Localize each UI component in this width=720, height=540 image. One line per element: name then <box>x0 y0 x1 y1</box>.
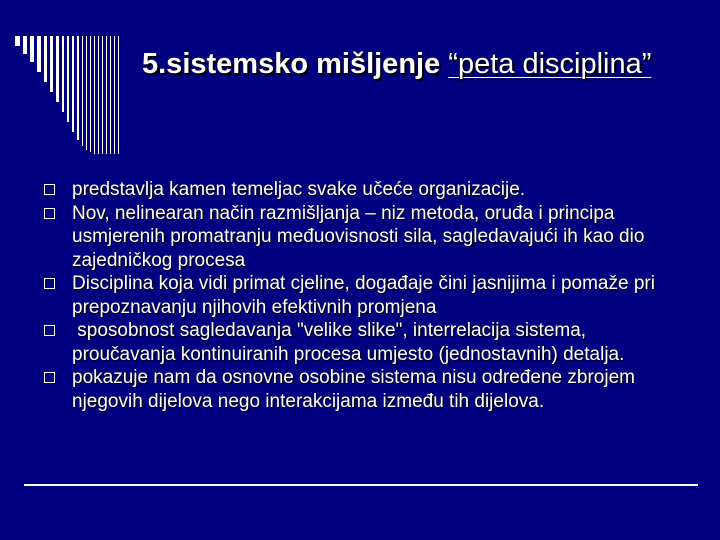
bullet-item <box>44 202 684 273</box>
slide-title <box>142 44 662 84</box>
vertical-stripes <box>15 36 119 154</box>
bullet-list <box>44 178 684 413</box>
checkbox-bullet-icon <box>44 184 55 195</box>
bullet-item <box>44 366 684 413</box>
checkbox-bullet-icon <box>44 208 55 219</box>
bullet-text: Disciplina koja vidi primat cjeline, događaje čini jasnijima i pomaže pri prepoznavanju njihovih efektivnih promjena <box>72 273 655 318</box>
bullet-item <box>44 272 684 319</box>
title-subtitle: “peta disciplina” <box>448 48 652 80</box>
bullet-text: Nov, nelinearan način razmišljanja – niz metoda, oruđa i principa usmjerenih promatranju međuovisnosti sila, sagledavajući ih kao dio zajedničkog procesa <box>72 202 645 271</box>
bullet-text: pokazuje nam da osnovne osobine sistema nisu određene zbrojem njegovih dijelova nego interakcijama između tih dijelova. <box>72 367 635 412</box>
bullet-text: sposobnost sagledavanja "velike slike", interrelacija sistema, proučavanja kontinuiranih procesa umjesto (jednostavnih) detalja. <box>72 320 625 365</box>
title-main: 5.sistemsko mišljenje <box>142 48 441 80</box>
checkbox-bullet-icon <box>44 278 55 289</box>
checkbox-bullet-icon <box>44 325 55 336</box>
checkbox-bullet-icon <box>44 372 55 383</box>
bullet-item <box>44 178 684 202</box>
bottom-divider <box>24 484 698 486</box>
bullet-text: predstavlja kamen temeljac svake učeće organizacije. <box>72 179 526 200</box>
bullet-item <box>44 319 684 366</box>
decorative-stripes <box>0 0 140 170</box>
